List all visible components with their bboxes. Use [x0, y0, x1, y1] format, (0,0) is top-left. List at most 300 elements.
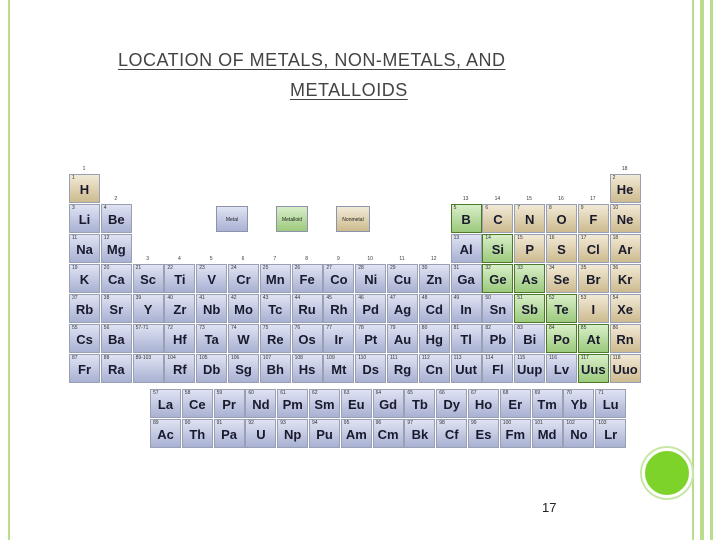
atomic-number: 55: [72, 325, 78, 331]
element-symbol: In: [460, 302, 472, 317]
element-symbol: Rh: [330, 302, 348, 317]
atomic-number: 45: [326, 295, 332, 301]
atomic-number: 3: [72, 205, 75, 211]
atomic-number: 98: [439, 420, 445, 426]
element-symbol: Sr: [109, 302, 124, 317]
element-symbol: Si: [491, 242, 505, 257]
element-symbol: S: [557, 242, 566, 257]
group-number: 9: [337, 256, 340, 262]
element-symbol: Ca: [107, 272, 125, 287]
element-symbol: Er: [508, 397, 523, 412]
atomic-number: 42: [231, 295, 237, 301]
atomic-number: 2: [612, 175, 616, 181]
element-uuo: [610, 354, 641, 383]
element-symbol: Ra: [107, 362, 125, 377]
element-symbol: Pa: [221, 427, 238, 442]
atomic-number: 29: [390, 265, 396, 271]
atomic-number: 52: [549, 295, 555, 301]
group-number: 11: [399, 256, 405, 262]
element-symbol: Au: [393, 332, 412, 347]
element-h: [69, 174, 100, 203]
element-symbol: B: [461, 212, 471, 227]
atomic-number: 11: [72, 235, 78, 241]
element-cs: [69, 324, 100, 353]
element-lu: [595, 389, 626, 418]
element-al: [451, 234, 482, 263]
atomic-number: 89: [153, 420, 159, 426]
atomic-number: 70: [566, 390, 572, 396]
element-kr: [610, 264, 641, 293]
element-zn: [419, 264, 450, 293]
atomic-number: 109: [326, 355, 335, 361]
element-sb: [514, 294, 545, 323]
element-cu: [387, 264, 418, 293]
atomic-number: 113: [453, 355, 462, 361]
element-symbol: Rf: [173, 362, 187, 377]
atomic-number: 82: [485, 325, 491, 331]
element-symbol: Eu: [347, 397, 365, 412]
element-pu: [309, 419, 340, 448]
atomic-number: 37: [72, 295, 78, 301]
element-w: [228, 324, 259, 353]
element-pr: [214, 389, 245, 418]
element-symbol: Fm: [505, 427, 526, 442]
element-sc: [133, 264, 164, 293]
element-symbol: Zr: [173, 302, 187, 317]
atomic-number: 111: [390, 355, 398, 361]
atomic-number: 116: [549, 355, 557, 361]
atomic-number: 23: [199, 265, 205, 271]
group-number: 8: [305, 256, 308, 262]
element-cd: [419, 294, 450, 323]
element-symbol: Hg: [425, 332, 443, 347]
element-symbol: Ba: [107, 332, 125, 347]
element-symbol: Th: [189, 427, 206, 442]
element-symbol: Sg: [235, 362, 252, 377]
element-rh: [323, 294, 354, 323]
atomic-number: 115: [517, 355, 526, 361]
atomic-number: 83: [517, 325, 523, 331]
element-mg: [101, 234, 132, 263]
atomic-number: 64: [375, 390, 382, 396]
element-symbol: Uus: [581, 362, 606, 377]
element-symbol: Kr: [617, 272, 633, 287]
element-tl: [451, 324, 482, 353]
element-symbol: Bk: [411, 427, 429, 442]
element-co: [323, 264, 354, 293]
group-number: 6: [241, 256, 245, 262]
element-symbol: Cs: [76, 332, 93, 347]
element-b: [451, 204, 482, 233]
element-symbol: Np: [284, 427, 302, 442]
atomic-number: 18: [612, 235, 619, 241]
element-mn: [260, 264, 291, 293]
element-symbol: Ta: [204, 332, 219, 347]
element-p: [514, 234, 545, 263]
element-symbol: As: [521, 272, 538, 287]
element-symbol: Fl: [492, 362, 504, 377]
element-no: [563, 419, 594, 448]
atomic-number: 69: [534, 390, 541, 396]
element-symbol: Ce: [188, 397, 206, 412]
group-number: 13: [462, 196, 469, 202]
atomic-number: 32: [485, 265, 491, 271]
element-series-57-71: [133, 324, 164, 353]
element-gd: [373, 389, 404, 418]
element-symbol: V: [207, 272, 217, 287]
group-number: 4: [178, 256, 181, 262]
element-symbol: Co: [330, 272, 348, 287]
element-symbol: Lu: [602, 397, 619, 412]
element-symbol: Mn: [265, 272, 285, 287]
element-y: [133, 294, 164, 323]
element-cm: [373, 419, 404, 448]
element-symbol: Cn: [425, 362, 443, 377]
atomic-number: 112: [421, 355, 430, 361]
element-symbol: Sm: [314, 397, 335, 412]
atomic-number: 30: [421, 265, 428, 271]
element-symbol: Pt: [364, 332, 378, 347]
element-v: [196, 264, 227, 293]
atomic-number: 74: [231, 325, 237, 331]
atomic-number: 86: [612, 325, 619, 331]
element-np: [277, 419, 308, 448]
element-symbol: Tl: [460, 332, 472, 347]
element-symbol: Rn: [616, 332, 634, 347]
element-ta: [196, 324, 227, 353]
element-pb: [482, 324, 513, 353]
element-symbol: Ti: [174, 272, 186, 287]
element-rg: [387, 354, 418, 383]
element-ba: [101, 324, 132, 353]
atomic-number: 35: [580, 265, 587, 271]
element-symbol: Br: [586, 272, 601, 287]
element-po: [546, 324, 577, 353]
atomic-number: 73: [199, 325, 205, 331]
atomic-number: 25: [262, 265, 269, 271]
element-symbol: Fr: [78, 362, 91, 377]
element-symbol: Pb: [489, 332, 507, 347]
element-symbol: Rb: [75, 302, 94, 317]
element-symbol: Pd: [362, 302, 379, 317]
atomic-number: 53: [580, 295, 587, 301]
atomic-number: 51: [517, 295, 523, 301]
atomic-number: 67: [471, 390, 477, 396]
atomic-number: 7: [517, 205, 520, 211]
element-symbol: La: [157, 397, 174, 412]
element-lv: [546, 354, 577, 383]
atomic-number: 49: [453, 295, 460, 301]
atomic-number: 12: [103, 235, 110, 241]
atomic-number: 110: [358, 355, 367, 361]
element-symbol: Cu: [393, 272, 412, 287]
element-ga: [451, 264, 482, 293]
element-ag: [387, 294, 418, 323]
atomic-number: 105: [199, 355, 208, 361]
atomic-number: 54: [612, 295, 619, 301]
element-symbol: Es: [475, 427, 492, 442]
atomic-number: 60: [248, 390, 254, 396]
element-db: [196, 354, 227, 383]
atomic-number: 92: [248, 420, 254, 426]
legend-metal: Metal: [216, 206, 248, 232]
group-number: 12: [431, 256, 437, 262]
element-mo: [228, 294, 259, 323]
atomic-number: 103: [598, 420, 607, 426]
atomic-number: 21: [135, 265, 142, 271]
element-symbol: W: [237, 332, 250, 347]
atomic-number: 66: [439, 390, 445, 396]
atomic-number: 63: [343, 390, 350, 396]
element-pd: [355, 294, 386, 323]
element-bh: [260, 354, 291, 383]
atomic-number: 48: [421, 295, 428, 301]
element-symbol: Rg: [393, 362, 412, 377]
group-number: 17: [590, 196, 596, 202]
element-bk: [404, 419, 435, 448]
element-symbol: Hs: [298, 362, 316, 377]
element-i: [578, 294, 609, 323]
atomic-number: 20: [103, 265, 110, 271]
legend-metalloid: Metalloid: [276, 206, 308, 232]
element-lr: [595, 419, 626, 448]
element-in: [451, 294, 482, 323]
element-k: [69, 264, 100, 293]
element-symbol: Zn: [426, 272, 443, 287]
atomic-number: 26: [294, 265, 301, 271]
element-symbol: Tm: [537, 397, 557, 412]
element-symbol: Dy: [443, 397, 460, 412]
element-es: [468, 419, 499, 448]
element-uus: [578, 354, 609, 383]
atomic-number: 57: [153, 390, 159, 396]
element-symbol: Bh: [266, 362, 284, 377]
atomic-number: 56: [103, 325, 110, 331]
atomic-number: 6: [485, 205, 489, 211]
atomic-number: 95: [343, 420, 350, 426]
element-symbol: Se: [553, 272, 570, 287]
atomic-number: 84: [549, 325, 555, 331]
element-symbol: Am: [345, 427, 367, 442]
element-symbol: Mg: [106, 242, 126, 257]
element-at: [578, 324, 609, 353]
element-symbol: Fe: [299, 272, 315, 287]
element-re: [260, 324, 291, 353]
element-n: [514, 204, 545, 233]
element-symbol: Cf: [444, 427, 459, 442]
element-tb: [404, 389, 435, 418]
element-symbol: P: [525, 242, 535, 257]
element-ne: [610, 204, 641, 233]
group-number: 18: [621, 166, 628, 172]
atomic-number: 87: [72, 355, 78, 361]
atomic-number: 14: [485, 235, 491, 241]
atomic-number: 34: [549, 265, 555, 271]
element-th: [182, 419, 213, 448]
element-symbol: Sc: [140, 272, 157, 287]
slide-title-line1: LOCATION OF METALS, NON-METALS, AND: [118, 50, 506, 70]
element-li: [69, 204, 100, 233]
element-symbol: Ne: [616, 212, 634, 227]
element-ds: [355, 354, 386, 383]
atomic-number: 78: [358, 325, 364, 331]
atomic-number: 72: [167, 325, 173, 331]
element-nb: [196, 294, 227, 323]
element-ce: [182, 389, 213, 418]
element-symbol: H: [79, 182, 90, 197]
element-symbol: Uut: [455, 362, 477, 377]
atomic-number: 104: [167, 355, 176, 361]
atomic-number: 94: [312, 420, 318, 426]
element-symbol: Ge: [489, 272, 507, 287]
element-ti: [164, 264, 195, 293]
element-symbol: Uuo: [612, 362, 638, 377]
atomic-number: 71: [598, 390, 604, 396]
atomic-number: 47: [390, 295, 396, 301]
atomic-number: 16: [549, 235, 555, 241]
atomic-number: 68: [502, 390, 509, 396]
element-ca: [101, 264, 132, 293]
element-symbol: Po: [553, 332, 570, 347]
element-symbol: Be: [107, 212, 125, 227]
element-u: [245, 419, 276, 448]
element-bi: [514, 324, 545, 353]
element-symbol: Cr: [236, 272, 251, 287]
element-symbol: Lr: [604, 427, 618, 442]
element-symbol: Re: [266, 332, 284, 347]
atomic-number: 50: [485, 295, 491, 301]
atomic-number: 38: [103, 295, 110, 301]
element-symbol: Ru: [298, 302, 316, 317]
element-symbol: Ds: [362, 362, 379, 377]
atomic-number: 101: [534, 420, 543, 426]
element-na: [69, 234, 100, 263]
element-symbol: Uup: [517, 362, 543, 377]
element-symbol: Tc: [268, 302, 283, 317]
atomic-number: 76: [294, 325, 301, 331]
group-number: 5: [209, 256, 213, 262]
element-cr: [228, 264, 259, 293]
element-zr: [164, 294, 195, 323]
atomic-number: 59: [216, 390, 223, 396]
atomic-number: 107: [262, 355, 272, 361]
atomic-number: 62: [312, 390, 318, 396]
element-rn: [610, 324, 641, 353]
element-symbol: Ar: [617, 242, 633, 257]
group-number: 16: [558, 196, 564, 202]
element-la: [150, 389, 181, 418]
atomic-number: 44: [294, 295, 301, 301]
element-f: [578, 204, 609, 233]
element-cl: [578, 234, 609, 263]
atomic-number: 33: [517, 265, 523, 271]
element-mt: [323, 354, 354, 383]
element-sr: [101, 294, 132, 323]
element-fm: [500, 419, 531, 448]
element-yb: [563, 389, 594, 418]
element-symbol: Lv: [553, 362, 570, 377]
element-symbol: Cm: [377, 427, 399, 442]
element-au: [387, 324, 418, 353]
atomic-number: 75: [262, 325, 269, 331]
atomic-number: 46: [358, 295, 364, 301]
element-pa: [214, 419, 245, 448]
element-symbol: Al: [459, 242, 473, 257]
atomic-number: 61: [280, 390, 286, 396]
element-o: [546, 204, 577, 233]
element-ir: [323, 324, 354, 353]
element-er: [500, 389, 531, 418]
element-am: [341, 419, 372, 448]
element-se: [546, 264, 577, 293]
group-number: 7: [273, 256, 277, 262]
element-symbol: Sb: [521, 302, 538, 317]
atomic-number: 117: [580, 355, 589, 361]
atomic-number: 5: [453, 205, 457, 211]
element-ni: [355, 264, 386, 293]
group-number: 1: [82, 166, 86, 172]
element-cn: [419, 354, 450, 383]
element-symbol: N: [524, 212, 535, 227]
atomic-number: 13: [453, 235, 460, 241]
element-symbol: Yb: [570, 397, 588, 412]
atomic-number: 57-71: [135, 325, 149, 331]
atomic-number: 108: [294, 355, 303, 361]
element-c: [482, 204, 513, 233]
atomic-number: 80: [421, 325, 428, 331]
atomic-number: 9: [580, 205, 584, 211]
element-symbol: Ag: [393, 302, 412, 317]
element-symbol: Na: [76, 242, 93, 257]
atomic-number: 99: [471, 420, 477, 426]
slide-title-line2: METALLOIDS: [290, 80, 408, 100]
element-symbol: O: [556, 212, 567, 227]
element-symbol: Xe: [617, 302, 634, 317]
element-eu: [341, 389, 372, 418]
element-symbol: Gd: [379, 397, 398, 412]
element-symbol: I: [591, 302, 596, 317]
element-ar: [610, 234, 641, 263]
atomic-number: 77: [326, 325, 332, 331]
atomic-number: 97: [407, 420, 413, 426]
element-symbol: Nd: [252, 397, 270, 412]
atomic-number: 65: [407, 390, 413, 396]
element-symbol: Ga: [457, 272, 475, 287]
group-number: 2: [114, 196, 118, 202]
element-ru: [292, 294, 323, 323]
element-symbol: He: [616, 182, 634, 197]
element-symbol: Mo: [234, 302, 253, 317]
element-s: [546, 234, 577, 263]
element-ge: [482, 264, 513, 293]
atomic-number: 24: [231, 265, 237, 271]
element-symbol: Sn: [489, 302, 507, 317]
atomic-number: 1: [72, 175, 75, 181]
element-symbol: U: [256, 427, 266, 442]
atomic-number: 102: [566, 420, 575, 426]
element-br: [578, 264, 609, 293]
group-number: 14: [494, 196, 501, 202]
atomic-number: 88: [103, 355, 110, 361]
element-te: [546, 294, 577, 323]
element-symbol: Ho: [474, 397, 493, 412]
legend-nonmetal: Nonmetal: [336, 206, 370, 232]
element-ra: [101, 354, 132, 383]
element-symbol: C: [493, 212, 503, 227]
element-symbol: F: [589, 212, 598, 227]
element-tc: [260, 294, 291, 323]
element-symbol: K: [79, 272, 90, 287]
